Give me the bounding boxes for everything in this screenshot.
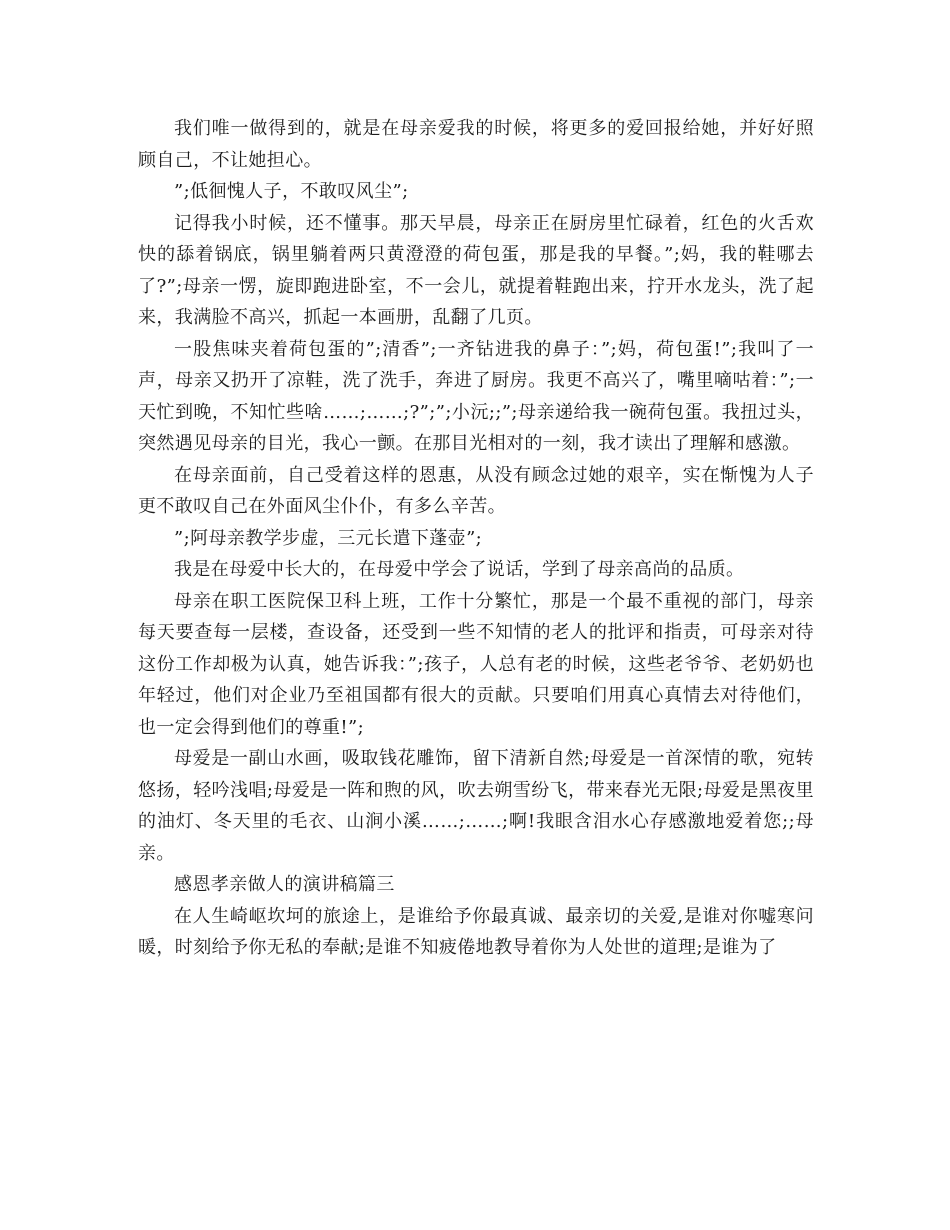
paragraph: 记得我小时候，还不懂事。那天早晨，母亲正在厨房里忙碌着，红色的火舌欢快的舔着锅底，锅里躺着两只黄澄澄的荷包蛋，那是我的早餐。”;妈，我的鞋哪去了?”;母亲一愣，旋即跑进卧室，不一会儿，就提着鞋跑出来，拧开水龙头，洗了起来，我满脸不高兴，抓起一本画册，乱翻了几页。 [138,212,814,328]
paragraph: 我们唯一做得到的，就是在母亲爱我的时候，将更多的爱回报给她，并好好照顾自己，不让她担心。 [138,118,814,171]
section-heading: 感恩孝亲做人的演讲稿篇三 [174,874,395,895]
paragraph: 一股焦味夹着荷包蛋的”;清香”;一齐钻进我的鼻子：”;妈，荷包蛋!”;我叫了一声，母亲又扔开了凉鞋，洗了洗手，奔进了厨房。我更不高兴了，嘴里嘀咕着：”;一天忙到晚，不知忙些啥……;……;?”;”;小沅;;”;母亲递给我一碗荷包蛋。我扭过头，突然遇见母亲的目光，我心一颤。在那目光相对的一刻，我才读出了理解和感激。 [138,338,814,454]
document-body [138,113,814,964]
paragraph: 在人生崎岖坎坷的旅途上，是谁给予你最真诚、最亲切的关爱,是谁对你嘘寒问暖，时刻给予你无私的奉献;是谁不知疲倦地教导着你为人处世的道理;是谁为了 [138,905,814,958]
paragraph: 在母亲面前，自己受着这样的恩惠，从没有顾念过她的艰辛，实在惭愧为人子更不敢叹自己在外面风尘仆仆，有多么辛苦。 [138,464,814,517]
paragraph: ”;低徊愧人子，不敢叹风尘”; [174,181,409,202]
paragraph: ”;阿母亲教学步虚，三元长遣下蓬壶”; [174,527,483,549]
paragraph: 母亲在职工医院保卫科上班，工作十分繁忙，那是一个最不重视的部门，母亲每天要查每一层楼，查设备，还受到一些不知情的老人的批评和指责，可母亲对待这份工作却极为认真，她告诉我：”;孩子，人总有老的时候，这些老爷爷、老奶奶也年轻过，他们对企业乃至祖国都有很大的贡献。只要咱们用真心真情去对待他们，也一定会得到他们的尊重!”; [138,590,814,738]
paragraph: 我是在母爱中长大的，在母爱中学会了说话，学到了母亲高尚的品质。 [174,559,745,580]
paragraph: 母爱是一副山水画，吸取钱花雕饰，留下清新自然;母爱是一首深情的歌，宛转悠扬，轻吟浅唱;母爱是一阵和煦的风，吹去朔雪纷飞，带来春光无限;母爱是黑夜里的油灯、冬天里的毛衣、山涧小溪……;……;啊!我眼含泪水心存感激地爱着您;;母亲。 [138,748,814,864]
